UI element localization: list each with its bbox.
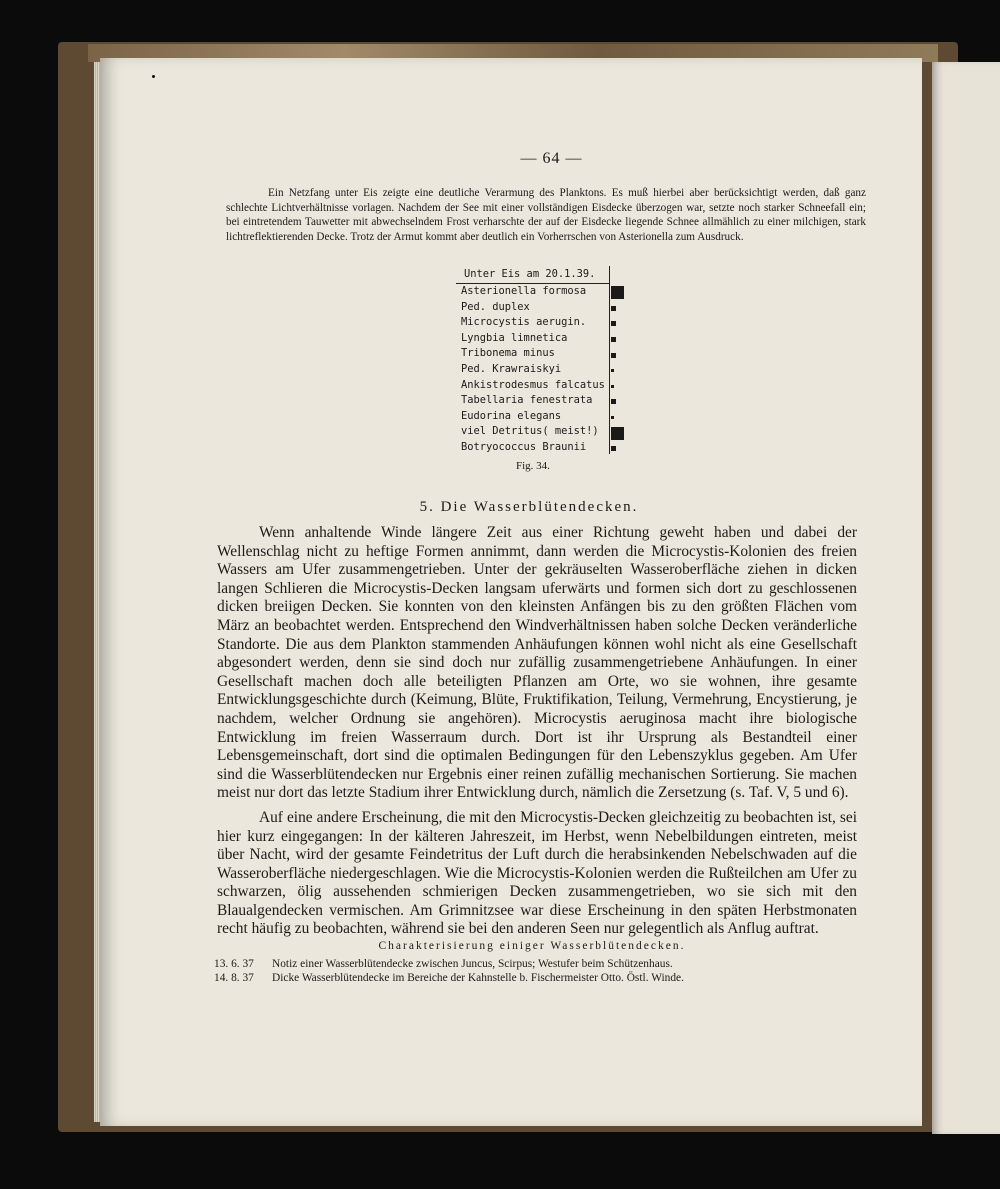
adjacent-page — [932, 62, 1000, 1134]
figure-header: Unter Eis am 20.1.39. — [456, 266, 610, 284]
abundance-mark — [611, 399, 616, 404]
table-title: Charakterisierung einiger Wasserblütendecken. — [378, 940, 686, 952]
species-label: Tabellaria fenestrata — [461, 394, 593, 407]
species-label: Ped. duplex — [461, 300, 530, 313]
figure-34 — [456, 266, 636, 456]
figure-rows — [456, 284, 636, 456]
figure-row — [456, 378, 636, 394]
abundance-mark — [611, 306, 616, 311]
section-title-row — [0, 499, 1000, 516]
abundance-mark — [611, 321, 616, 326]
page-number-row — [0, 150, 1000, 168]
page-number: — 64 — — [520, 150, 583, 167]
figure-row — [456, 315, 636, 331]
list-item — [214, 971, 684, 985]
figure-row — [456, 346, 636, 362]
species-label: Eudorina elegans — [461, 409, 562, 422]
body-text — [217, 524, 857, 945]
species-label: Microcystis aerugin. — [461, 316, 587, 329]
list-item — [214, 957, 684, 971]
figure-row — [456, 393, 636, 409]
figure-row — [456, 424, 636, 440]
abundance-mark — [611, 337, 616, 342]
species-label: viel Detritus( meist!) — [461, 425, 599, 438]
abundance-mark — [611, 369, 614, 372]
figure-row — [456, 440, 636, 456]
entry-date: 13. 6. 37 — [214, 958, 254, 970]
figure-row — [456, 331, 636, 347]
species-label: Ped. Krawraiskyi — [461, 362, 562, 375]
section-title: 5. Die Wasserblütendecken. — [419, 499, 639, 515]
species-label: Tribonema minus — [461, 347, 555, 360]
entry-date: 14. 8. 37 — [214, 972, 254, 984]
entry-text: Dicke Wasserblütendecke im Bereiche der Kahnstelle b. Fischermeister Otto. Östl. Winde. — [272, 972, 684, 984]
observation-list — [214, 957, 684, 985]
species-label: Ankistrodesmus falcatus — [461, 378, 605, 391]
intro-paragraph — [226, 186, 866, 244]
abundance-mark — [611, 427, 624, 440]
abundance-mark — [611, 416, 614, 419]
species-label: Lyngbia limnetica — [461, 331, 568, 344]
entry-text: Notiz einer Wasserblütendecke zwischen Juncus, Scirpus; Westufer beim Schützenhaus. — [272, 958, 673, 970]
table-title-row — [0, 940, 1000, 952]
abundance-mark — [611, 353, 616, 358]
abundance-mark — [611, 286, 624, 299]
species-label: Asterionella formosa — [461, 285, 587, 297]
paragraph-2: Auf eine andere Erscheinung, die mit den Microcystis-Decken gleichzeitig zu beobachten ist, sei hier kurz eingegangen: In der kälteren Jahreszeit, im Herbst, wenn Nebelbildungen eintreten, meist über Nacht, wird der gesamte Feindetritus der Luft durch die herabsinkenden Nebelschwaden auf die Wasseroberfläche niedergeschlagen. Wie die Microcystis-Kolonien werden die Rußteilchen am Ufer zu schwarzen, ölig aussehenden schmierigen Decken zusammengetrieben, wo sie sich mit den Blaualgendecken vermischen. Am Grimnitzsee war diese Erscheinung in den späten Herbstmonaten recht häufig zu beobachten, während sie bei den anderen Seen nur gelegentlich als Anflug auftrat. — [217, 808, 857, 938]
abundance-mark — [611, 446, 616, 451]
ink-dot — [152, 75, 155, 78]
figure-row — [456, 284, 636, 300]
figure-row — [456, 300, 636, 316]
figure-caption: Fig. 34. — [516, 460, 550, 472]
figure-row — [456, 409, 636, 425]
paragraph-1: Wenn anhaltende Winde längere Zeit aus einer Richtung geweht haben und dabei der Wellenschlag nicht zu heftige Formen annimmt, dann werden die Microcystis-Kolonien des freien Wassers am Ufer zusammengetrieben. Unter der gekräuselten Wasseroberfläche ziehen in dicken langen Schlieren die Microcystis-Decken langsam uferwärts und formen sich dort zu geschlossenen dicken breiigen Decken. Sie konnten von den kleinsten Anfängen bis zu den größten Flächen vom März an beobachtet werden. Entsprechend den Windverhältnissen haben solche Decken veränderliche Standorte. Die aus dem Plankton stammenden Anhäufungen können wohl nicht als eine Gesellschaft abgesondert werden, denn sie sind doch nur zufällig zusammengetriebene Anhäufungen. In einer Gesellschaft machen doch alle beteiligten Pflanzen am Orte, wo sie wohnen, ihre gesamte Entwicklungsgeschichte durch (Keimung, Blüte, Fruktifikation, Teilung, Vermehrung, Encystierung, je nachdem, welcher Ordnung sie angehören). Microcystis aeruginosa macht ihre biologische Entwicklung im freien Wasserraum durch. Dort ist ihr Ursprung als Bestandteil einer Lebensgemeinschaft, dort sind die optimalen Bedingungen für den Lebenszyklus gegeben. Am Ufer sind die Wasserblütendecken nur Ergebnis einer reinen zufällig mechanischen Sortierung. Sie machen meist nur dort das letzte Stadium ihrer Entwicklung durch, nämlich die Zersetzung (s. Taf. V, 5 und 6). — [217, 524, 857, 802]
intro-text: Ein Netzfang unter Eis zeigte eine deutliche Verarmung des Planktons. Es muß hierbei aber berücksichtigt werden, daß ganz schlechte Lichtverhältnisse vorlagen. Nachdem der See mit einer vollständigen Eisdecke überzogen war, setzte noch starker Schneefall ein; bei eintretendem Tauwetter mit abwechselndem Frost verharschte der auf der Eisdecke liegende Schnee allmählich zu einer milchigen, stark lichtreflektierenden Decke. Trotz der Armut kommt aber deutlich ein Vorherrschen von Asterionella zum Ausdruck. — [226, 187, 866, 243]
abundance-mark — [611, 385, 614, 388]
figure-row — [456, 362, 636, 378]
species-label: Botryococcus Braunii — [461, 440, 587, 453]
